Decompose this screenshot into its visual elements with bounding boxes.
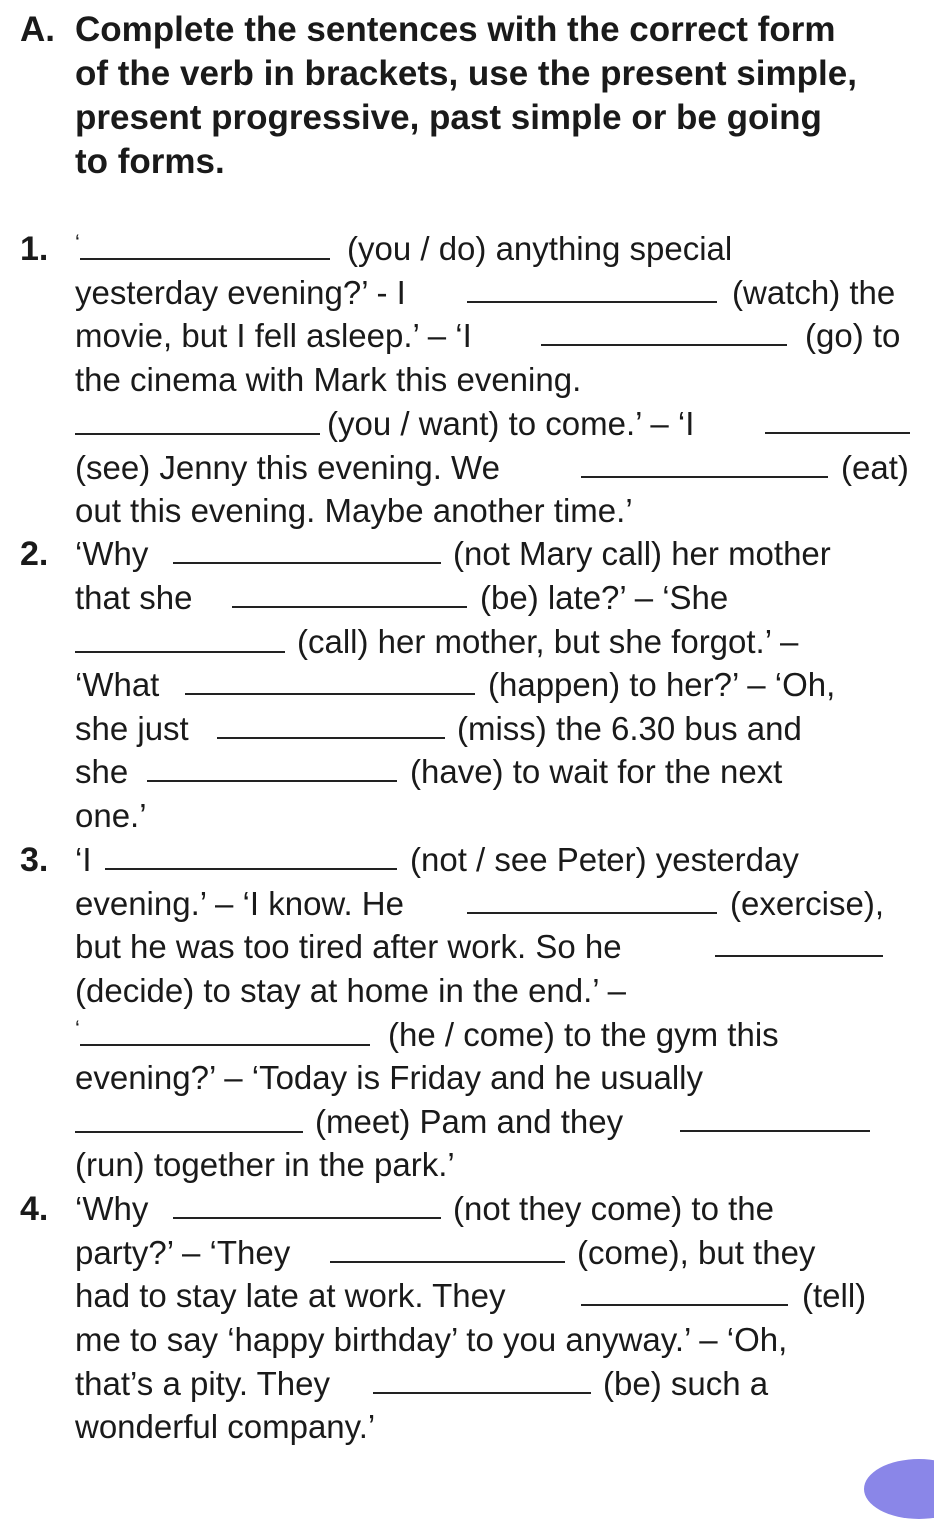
sentence-text: the cinema with Mark this evening.	[75, 361, 582, 398]
verb-hint: (not / see Peter) yesterday	[410, 841, 799, 878]
sentence-text: had to stay late at work. They	[75, 1277, 506, 1314]
corner-decoration	[864, 1459, 934, 1519]
sentence-text: ‘Why	[75, 535, 149, 572]
item-1-line-3	[75, 314, 901, 358]
answer-blank[interactable]	[147, 750, 397, 782]
item-2-line-2	[75, 576, 729, 620]
item-3-line-8	[75, 1143, 455, 1187]
verb-hint: (you / do) anything special	[347, 230, 733, 267]
item-4-line-3	[75, 1274, 867, 1318]
item-4-line-1	[75, 1187, 774, 1231]
sentence-text: she just	[75, 710, 189, 747]
sentence-text: ‘Why	[75, 1190, 149, 1227]
verb-hint: (be) such a	[603, 1365, 769, 1402]
item-4-line-2	[75, 1231, 816, 1275]
exercise-heading	[20, 8, 925, 184]
verb-hint: (happen) to her?’ – ‘Oh,	[488, 666, 836, 703]
item-2-line-7	[75, 794, 147, 838]
sentence-text: yesterday evening?’ - I	[75, 274, 406, 311]
sentence-text: ‘I	[75, 841, 92, 878]
answer-blank[interactable]	[680, 1100, 870, 1132]
sentence-text: one.’	[75, 797, 147, 834]
verb-hint: (watch) the	[732, 274, 896, 311]
item-number: 2.	[20, 535, 49, 573]
answer-blank[interactable]	[185, 663, 475, 695]
sentence-text: ‘What	[75, 666, 160, 703]
answer-blank[interactable]	[105, 838, 397, 870]
exercise-letter: A.	[20, 10, 55, 49]
verb-hint: (call) her mother, but she forgot.’ –	[297, 623, 799, 660]
item-1-line-5	[75, 402, 695, 446]
sentence-text: movie, but I fell asleep.’ – ‘I	[75, 317, 472, 354]
answer-blank[interactable]	[75, 1101, 303, 1133]
verb-hint: (you / want) to come.’ – ‘I	[327, 405, 695, 442]
answer-blank[interactable]	[173, 1187, 441, 1219]
verb-hint: (decide) to stay at home in the end.’ –	[75, 972, 626, 1009]
verb-hint: (meet) Pam and they	[315, 1103, 624, 1140]
verb-hint: (be) late?’ – ‘She	[480, 579, 729, 616]
item-2-line-3	[75, 620, 799, 664]
sentence-text: evening.’ – ‘I know. He	[75, 885, 404, 922]
answer-blank[interactable]	[467, 271, 717, 303]
verb-hint: (have) to wait for the next	[410, 753, 783, 790]
sentence-text: me to say ‘happy birthday’ to you anyway.’ – ‘Oh,	[75, 1321, 788, 1358]
opening-quote: ‘	[75, 1016, 80, 1041]
verb-hint: (see) Jenny this evening. We	[75, 449, 500, 486]
item-1-line-6	[75, 446, 909, 490]
answer-blank[interactable]	[75, 621, 285, 653]
sentence-text: that’s a pity. They	[75, 1365, 330, 1402]
verb-hint: (run) together in the park.’	[75, 1146, 455, 1183]
item-4-line-5	[75, 1362, 769, 1406]
answer-blank[interactable]	[765, 402, 910, 434]
verb-hint: (not Mary call) her mother	[453, 535, 831, 572]
verb-hint: (go) to	[805, 317, 901, 354]
verb-hint: (come), but they	[577, 1234, 816, 1271]
answer-blank[interactable]	[541, 314, 787, 346]
opening-quote: ‘	[75, 230, 80, 255]
answer-blank[interactable]	[80, 1014, 370, 1046]
verb-hint: (miss) the 6.30 bus and	[457, 710, 802, 747]
answer-blank[interactable]	[715, 925, 883, 957]
verb-hint: (tell)	[802, 1277, 867, 1314]
heading-line: to forms.	[75, 142, 225, 181]
item-1-line-2	[75, 271, 896, 315]
exercise-instructions	[75, 8, 925, 184]
answer-blank[interactable]	[217, 707, 445, 739]
answer-blank[interactable]	[173, 532, 441, 564]
verb-hint: (not they come) to the	[453, 1190, 774, 1227]
item-3-line-7	[75, 1100, 624, 1144]
heading-line: of the verb in brackets, use the present simple,	[75, 54, 857, 93]
answer-blank[interactable]	[232, 576, 467, 608]
item-3-line-6	[75, 1056, 703, 1100]
item-2-line-1	[75, 532, 831, 576]
item-number: 1.	[20, 230, 49, 268]
item-4-line-6	[75, 1405, 375, 1449]
sentence-text: out this evening. Maybe another time.’	[75, 492, 633, 529]
item-3-line-1	[75, 838, 799, 882]
answer-blank[interactable]	[581, 1274, 788, 1306]
answer-blank[interactable]	[75, 403, 320, 435]
heading-line: present progressive, past simple or be going	[75, 98, 822, 137]
sentence-text: evening?’ – ‘Today is Friday and he usually	[75, 1059, 703, 1096]
heading-line: Complete the sentences with the correct form	[75, 10, 836, 49]
item-3-line-3	[75, 925, 622, 969]
answer-blank[interactable]	[581, 446, 828, 478]
sentence-text: that she	[75, 579, 193, 616]
item-1-line-4	[75, 358, 581, 402]
verb-hint: (he / come) to the gym this	[388, 1016, 779, 1053]
answer-blank[interactable]	[373, 1362, 591, 1394]
item-3-line-2	[75, 882, 885, 926]
answer-blank[interactable]	[330, 1231, 565, 1263]
verb-hint: (eat)	[841, 449, 909, 486]
item-number: 3.	[20, 841, 49, 879]
sentence-text: party?’ – ‘They	[75, 1234, 291, 1271]
sentence-text: wonderful company.’	[75, 1408, 376, 1445]
answer-blank[interactable]	[80, 228, 330, 260]
item-3-line-4	[75, 969, 626, 1013]
item-2-line-6	[75, 750, 783, 794]
item-2-line-4	[75, 663, 836, 707]
sentence-text: but he was too tired after work. So he	[75, 928, 622, 965]
item-2-line-5	[75, 707, 802, 751]
item-3-line-5	[75, 1013, 779, 1057]
item-4-line-4	[75, 1318, 787, 1362]
sentence-text: she	[75, 753, 129, 790]
verb-hint: (exercise),	[730, 885, 885, 922]
item-number: 4.	[20, 1190, 49, 1228]
answer-blank[interactable]	[467, 882, 717, 914]
item-1-line-7	[75, 489, 633, 533]
item-1-line-1	[75, 227, 733, 271]
